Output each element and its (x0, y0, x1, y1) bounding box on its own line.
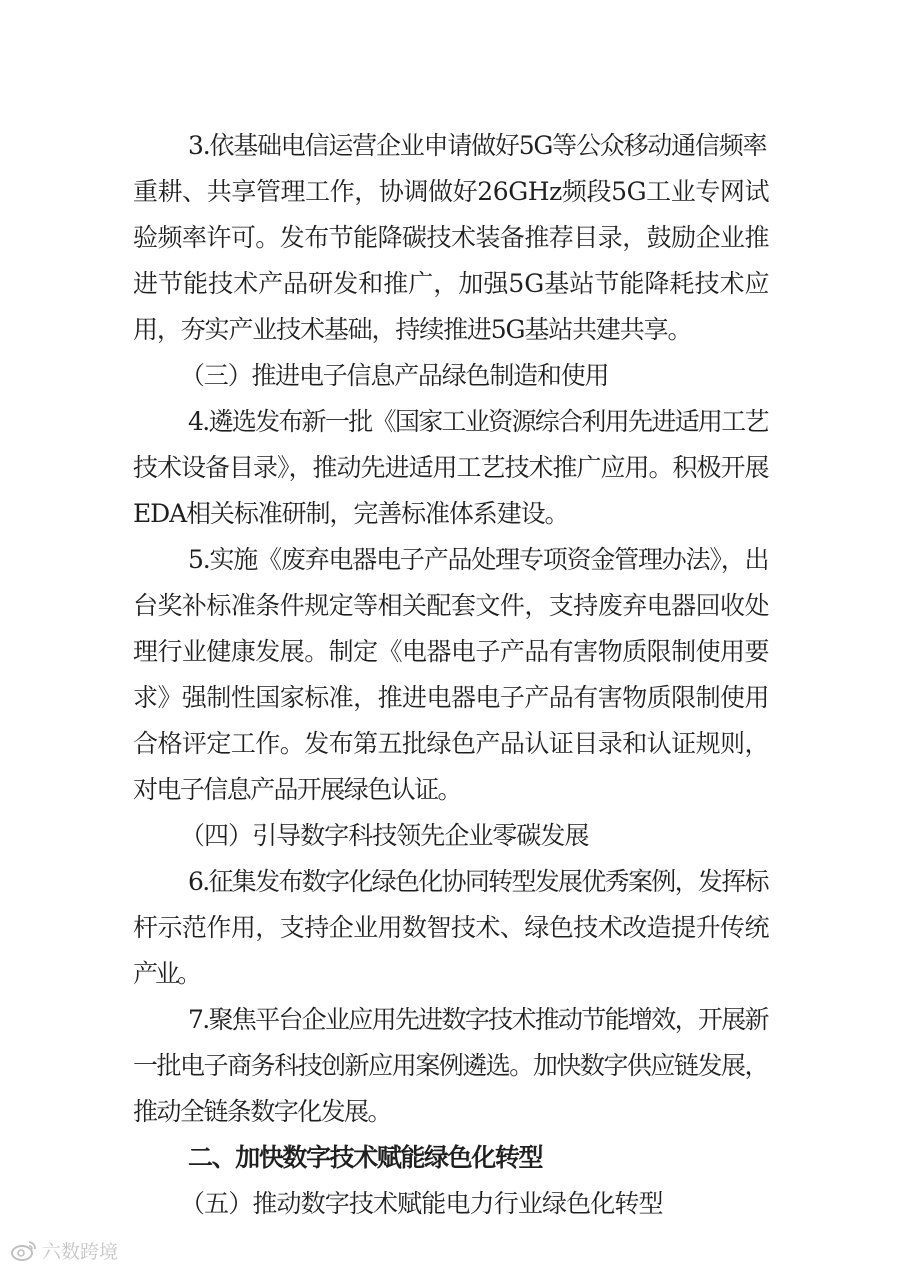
weibo-logo-icon (10, 1238, 38, 1262)
body-text-line: 6.征集发布数字化绿色化协同转型发展优秀案例，发挥标 (188, 867, 768, 896)
body-text-line: 3.依基础电信运营企业申请做好5G等公众移动通信频率 (188, 131, 767, 160)
subsection-heading: （五）推动数字技术赋能电力行业绿色化转型 (180, 1189, 663, 1218)
watermark-text: 六数跨境 (42, 1240, 119, 1263)
watermark (10, 1236, 118, 1264)
subsection-heading: （三）推进电子信息产品绿色制造和使用 (180, 361, 609, 390)
body-text-line: 用，夯实产业技术基础，持续推进5G基站共建共享。 (133, 315, 692, 344)
body-text-line: 合格评定工作。发布第五批绿色产品认证目录和认证规则， (133, 729, 769, 758)
body-text-line: 7.聚焦平台企业应用先进数字技术推动节能增效，开展新 (188, 1005, 768, 1034)
body-text-line: 技术设备目录》，推动先进适用工艺技术推广应用。积极开展 (133, 453, 769, 482)
body-text-line: 对电子信息产品开展绿色认证。 (133, 775, 461, 804)
body-text-line: 验频率许可。发布节能降碳技术装备推荐目录，鼓励企业推 (133, 223, 769, 252)
body-text-line: 求》强制性国家标准，推进电器电子产品有害物质限制使用 (133, 683, 769, 712)
body-text-line: 5.实施《废弃电器电子产品处理专项资金管理办法》，出 (188, 545, 769, 574)
body-text-line: 进节能技术产品研发和推广，加强5G基站节能降耗技术应 (133, 269, 770, 298)
body-text-line: 4.遴选发布新一批《国家工业资源综合利用先进适用工艺 (188, 407, 768, 436)
body-text-line: 产业。 (133, 959, 200, 988)
body-text-line: EDA相关标准研制，完善标准体系建设。 (133, 499, 569, 528)
body-text-line: 台奖补标准条件规定等相关配套文件，支持废弃电器回收处 (133, 591, 769, 620)
body-text-line: 杆示范作用，支持企业用数智技术、绿色技术改造提升传统 (133, 913, 769, 942)
section-heading: 二、加快数字技术赋能绿色化转型 (188, 1143, 543, 1172)
body-text-line: 一批电子商务科技创新应用案例遴选。加快数字供应链发展， (133, 1051, 769, 1080)
body-text-line: 理行业健康发展。制定《电器电子产品有害物质限制使用要 (133, 637, 769, 666)
subsection-heading: （四）引导数字科技领先企业零碳发展 (180, 821, 589, 850)
body-text-line: 推动全链条数字化发展。 (133, 1097, 391, 1126)
body-text-line: 重耕、共享管理工作，协调做好26GHz频段5G工业专网试 (133, 177, 770, 206)
